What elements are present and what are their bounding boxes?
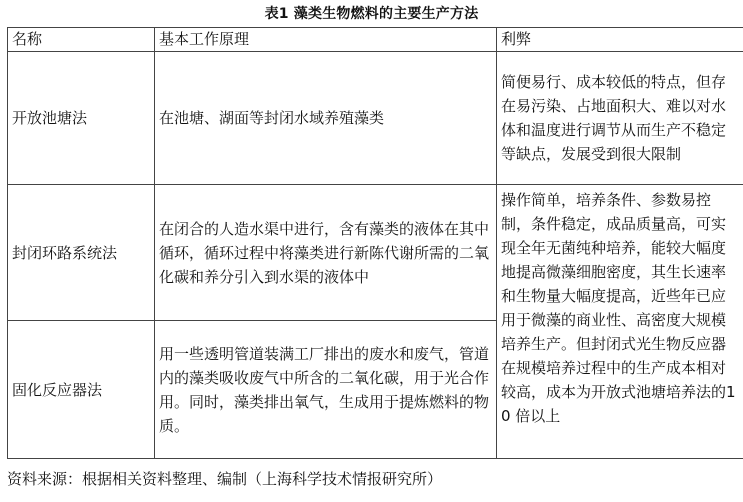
header-pros-cons: 利弊 (497, 28, 743, 52)
table-row (8, 52, 743, 185)
header-principle: 基本工作原理 (155, 28, 497, 52)
table-caption: 表1 藻类生物燃料的主要生产方法 (264, 6, 479, 22)
row-principle-photobioreactor: 用一些透明管道装满工厂排出的废水和废气，管道内的藻类吸收废气中所含的二氧化碳，用于光合作用。同时，藻类排出氧气，生成用于提炼燃料的物质。 (155, 321, 497, 459)
row-principle-closed-loop: 在闭合的人造水渠中进行，含有藻类的液体在其中循环，循环过程中将藻类进行新陈代谢所需的二氧化碳和养分引入到水渠的液体中 (155, 185, 497, 321)
row-pros-cons-open-pond: 简便易行、成本较低的特点，但存在易污染、占地面积大、难以对水体和温度进行调节从而生产不稳定等缺点，发展受到很大限制 (497, 52, 743, 185)
source-note: 资料来源：根据相关资料整理、编制（上海科学技术情报研究所） (7, 470, 443, 488)
row-name-closed-loop: 封闭环路系统法 (8, 185, 155, 321)
table-row (8, 185, 743, 321)
row-name-open-pond: 开放池塘法 (8, 52, 155, 185)
row-principle-open-pond: 在池塘、湖面等封闭水域养殖藻类 (155, 52, 497, 185)
row-pros-cons-merged: 操作简单，培养条件、参数易控制，条件稳定，成品质量高，可实现全年无菌纯种培养，能较大幅度地提高微藻细胞密度，其生长速率和生物量大幅度提高，近些年已应用于微藻的商业性、高密度大规模培养生产。但封闭式光生物反应器在规模培养过程中的生产成本相对较高，成本为开放式池塘培养法的10 倍以上 (497, 185, 743, 459)
row-name-photobioreactor: 固化反应器法 (8, 321, 155, 459)
header-name: 名称 (8, 28, 155, 52)
production-methods-table (7, 27, 743, 459)
table-header-row (8, 28, 743, 52)
